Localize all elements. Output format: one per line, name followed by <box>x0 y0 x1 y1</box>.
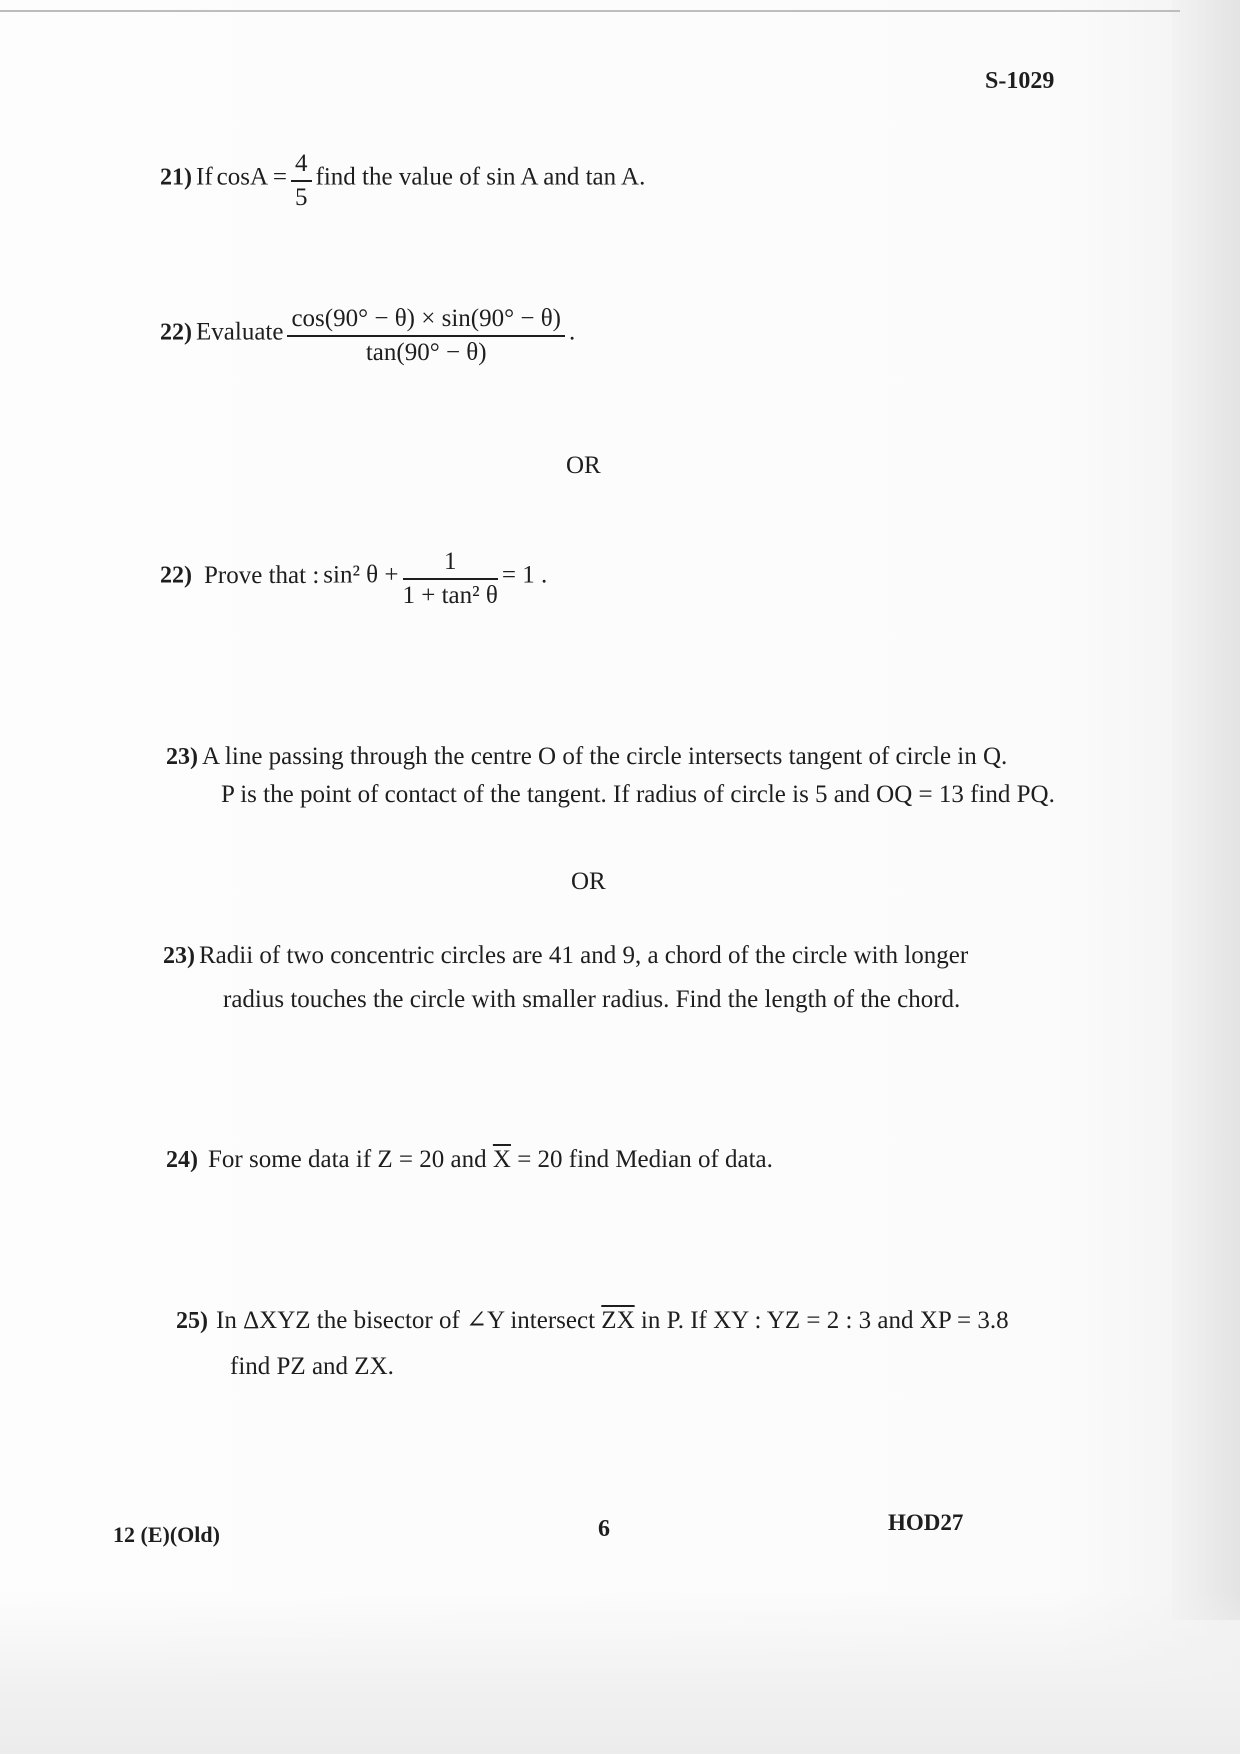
question-lead: Evaluate <box>196 318 284 346</box>
identity-fraction <box>403 548 498 610</box>
fraction-numerator: 4 <box>291 150 312 182</box>
question-23b <box>163 942 1093 1014</box>
question-lead: If <box>196 163 213 191</box>
question-21 <box>160 150 645 212</box>
question-number: 24) <box>166 1147 198 1173</box>
paper-code: S-1029 <box>985 68 1055 94</box>
footer-left: 12 (E)(Old) <box>113 1522 220 1547</box>
identity-rhs: = 1 . <box>501 561 548 589</box>
segment-zx: $\overline{ZX}$ <box>601 1307 635 1334</box>
mean-symbol: $\overline{X}$ <box>492 1146 511 1173</box>
page-number: 6 <box>598 1516 610 1542</box>
question-line-1: Radii of two concentric circles are 41 and 9, a chord of the circle with longer <box>199 942 969 969</box>
trig-fraction <box>287 305 565 367</box>
question-line-1: A line passing through the centre O of the circle intersects tangent of circle in Q. <box>202 743 1008 770</box>
question-number: 22) <box>160 319 192 346</box>
question-line-2: P is the point of contact of the tangent. If radius of circle is 5 and OQ = 13 find PQ. <box>221 781 1055 808</box>
identity-lhs: sin² θ + <box>323 561 399 589</box>
footer-right: HOD27 <box>888 1510 964 1535</box>
or-separator: OR <box>566 452 601 479</box>
question-text: find the value of sin A and tan A. <box>315 163 646 191</box>
fraction-denominator: 1 + tan² θ <box>402 582 498 609</box>
fraction-denominator: tan(90° − θ) <box>365 339 487 366</box>
question-text-post: = 20 find Median of data. <box>510 1146 773 1173</box>
question-text-pre: For some data if Z = 20 and <box>208 1146 493 1173</box>
question-number: 23) <box>166 744 198 770</box>
fraction <box>291 150 312 212</box>
question-line-2: find PZ and ZX. <box>230 1353 394 1380</box>
question-number: 22) <box>160 562 192 589</box>
page-bottom-shadow <box>0 1590 1240 1754</box>
question-22b <box>160 548 547 610</box>
cos-lhs: cosA = <box>216 163 288 191</box>
question-24 <box>166 1146 773 1174</box>
question-25 <box>176 1305 1096 1381</box>
question-22a <box>160 305 575 367</box>
question-number: 21) <box>160 164 192 191</box>
question-lead: Prove that : <box>204 561 320 589</box>
fraction-numerator: cos(90° − θ) × sin(90° − θ) <box>287 305 565 337</box>
question-text-post: in P. If XY : YZ = 2 : 3 and XP = 3.8 <box>634 1307 1009 1334</box>
page-edge-shadow <box>1172 0 1240 1620</box>
question-23a <box>166 743 1086 809</box>
fraction-denominator: 5 <box>295 184 308 211</box>
top-border-line <box>0 10 1180 12</box>
question-text-pre: In ΔXYZ the bisector of ∠Y intersect <box>216 1307 602 1334</box>
question-number: 25) <box>176 1308 208 1334</box>
fraction-numerator: 1 <box>403 548 498 580</box>
question-line-2: radius touches the circle with smaller radius. Find the length of the chord. <box>223 986 961 1013</box>
question-tail: . <box>569 318 576 346</box>
or-separator: OR <box>571 868 606 895</box>
question-number: 23) <box>163 943 195 969</box>
